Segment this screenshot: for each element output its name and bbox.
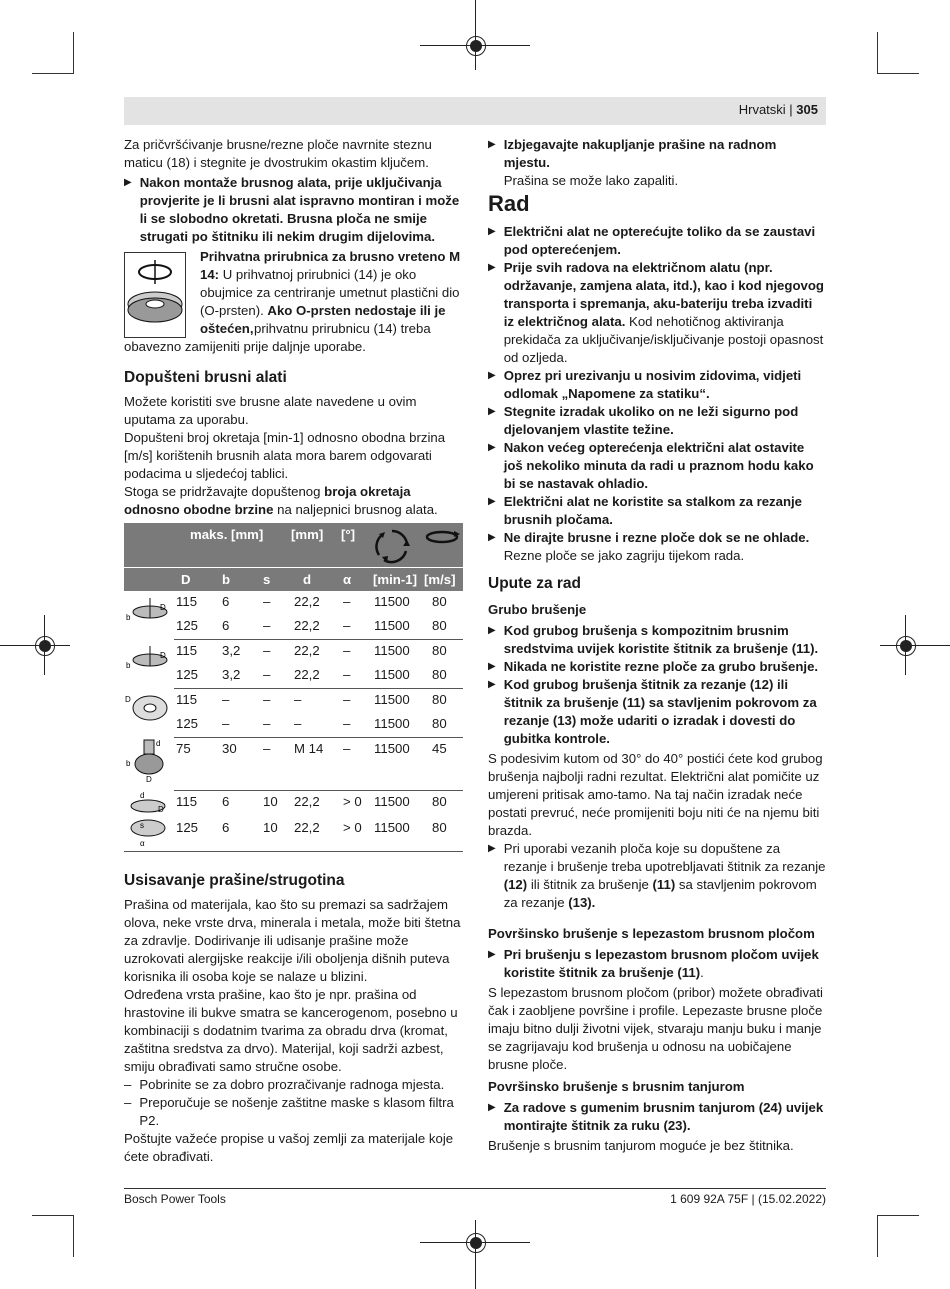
dash-mark: – [124, 1095, 132, 1110]
registration-mark-icon [896, 636, 916, 656]
crop-mark [32, 73, 74, 74]
grubo-list [488, 622, 826, 912]
subsection-title: Grubo brušenje [488, 602, 587, 617]
table-cell: 115 [176, 794, 198, 809]
warning-text: Za radove s gumenim brusnim tanjurom (24) uvijek montirajte štitnik za ruku (23). [503, 1100, 824, 1133]
table-cell: – [263, 643, 271, 658]
table-header-cell: s [263, 572, 271, 587]
section-title: Upute za rad [488, 575, 582, 592]
table-cell: 6 [222, 820, 230, 835]
table-cell: 80 [432, 667, 447, 682]
rad-list [488, 223, 826, 565]
paragraph: S podesivim kutom od 30° do 40° postići ćete kod grubog brušenja najbolji radni rezultat. Električni alat pomičite uz umjereni pritisak amo-tamo. Na taj način izradak neće postati prevruć, neće promijeniti boju niti će na njemu biti brazda. [488, 751, 823, 838]
bullet-triangle-icon: ▶ [488, 442, 496, 453]
text-bold: broja okretaja odnosno obodne brzine [124, 484, 411, 517]
rotation-speed-icon [372, 527, 412, 565]
svg-text:D: D [146, 775, 152, 784]
flap-disc-icon [124, 690, 170, 724]
table-cell: 115 [176, 643, 198, 658]
crop-mark [73, 1215, 74, 1257]
crop-mark [877, 1215, 878, 1257]
page-number: 305 [796, 102, 818, 117]
section-body [124, 393, 464, 519]
warning-item [488, 658, 826, 676]
text: na naljepnici brusnog alata. [277, 502, 438, 517]
svg-text:d: d [140, 791, 145, 800]
warning-item [488, 676, 826, 748]
paragraph: Možete koristiti sve brusne alate navedene u ovim uputama za uporabu. [124, 394, 417, 427]
table-cell: – [343, 741, 351, 756]
abrasive-tool-table [124, 523, 463, 852]
table-cell: – [294, 692, 302, 707]
table-cell: – [263, 594, 271, 609]
svg-text:D: D [158, 805, 164, 814]
flange-text-end: prihvatnu prirubnicu (14) treba obavezno zamijeniti prije daljnje uporabe. [124, 321, 431, 354]
warning-item [488, 622, 826, 658]
registration-line [475, 1220, 476, 1289]
table-cell: 22,2 [294, 820, 320, 835]
table-cell: 22,2 [294, 667, 320, 682]
table-cell: 115 [176, 692, 198, 707]
paragraph: Prašina od materijala, kao što su premazi sa sadržajem olova, neke vrste drva, minerala i metala, može biti štetna za zdravlje. Dodirivanje ili udisanje prašine može uzrokovati alergijske reakcije i/ili oboljenja dišnih puteva korisnika ili osoba koje se nalaze u blizini. [124, 897, 461, 984]
table-header-cell: [mm] [291, 527, 324, 542]
table-cell: > 0 [343, 794, 362, 809]
warning-item [488, 223, 826, 259]
dash-item [124, 1076, 464, 1094]
peripheral-speed-icon [424, 529, 460, 545]
svg-text:b: b [126, 759, 131, 768]
table-cell: 11500 [374, 741, 410, 756]
table-cell: 3,2 [222, 643, 241, 658]
paragraph: Brušenje s brusnim tanjurom moguće je bez štitnika. [488, 1138, 794, 1153]
registration-mark-icon [466, 1233, 486, 1253]
section-body [124, 896, 464, 1166]
warning-item [488, 529, 826, 565]
crop-mark [73, 32, 74, 74]
header-language: Hrvatski [738, 102, 786, 117]
table-cell: – [294, 716, 302, 731]
flange-warning: Ako O-prsten nedostaje ili je oštećen, [200, 303, 446, 336]
table-cell: 80 [432, 618, 447, 633]
table-row [124, 738, 463, 790]
flange-title: Prihvatna prirubnica za brusno vreteno M 14: [200, 249, 461, 282]
table-cell: – [343, 618, 351, 633]
section-title: Rad [488, 191, 530, 216]
table-bottom-rule [124, 851, 463, 852]
tanjur-block [488, 1099, 826, 1155]
warning-text: Električni alat ne koristite sa stalkom za rezanje brusnih pločama. [503, 494, 803, 527]
table-cell: 22,2 [294, 643, 320, 658]
text: Pri uporabi vezanih ploča koje su dopuštene za rezanje i brušenje treba upotrebljavati štitnik za rezanje [503, 841, 826, 874]
warning-detail: Prašina se može lako zapaliti. [503, 173, 679, 188]
bullet-triangle-icon: ▶ [488, 843, 496, 854]
table-cell: M 14 [294, 741, 324, 756]
table-header-row [124, 523, 463, 567]
table-cell: 11500 [374, 667, 410, 682]
crop-mark [877, 73, 919, 74]
warning-item [488, 493, 826, 529]
footer-doc-id: 1 609 92A 75F | (15.02.2022) [670, 1192, 826, 1206]
bullet-triangle-icon: ▶ [488, 625, 496, 636]
table-cell: – [343, 667, 351, 682]
bullet-triangle-icon: ▶ [124, 177, 132, 188]
section-title: Dopušteni brusni alati [124, 369, 287, 386]
svg-text:D: D [125, 695, 131, 704]
table-cell: 80 [432, 692, 447, 707]
table-row [124, 664, 463, 688]
table-cell: – [343, 692, 351, 707]
warning-item [488, 259, 826, 367]
table-cell: – [222, 692, 230, 707]
warning-text: Kod grubog brušenja štitnik za rezanje (12) ili štitnik za brušenje (11) sa stavljenim pokrovom za rezanje (13) može udariti o izradak i dovesti do gubitka kontrole. [503, 677, 817, 746]
warning-item: ▶ Pri brušenju s lepezastom brusnom pločom uvijek koristite štitnik za brušenje (11). [488, 947, 819, 980]
warning-item [124, 174, 464, 246]
table-cell: 80 [432, 794, 447, 809]
warning-text: Stegnite izradak ukoliko on ne leži sigurno pod djelovanjem vlastite težine. [503, 404, 799, 437]
table-cell: – [343, 716, 351, 731]
table-cell: – [263, 741, 271, 756]
table-row [124, 640, 463, 664]
table-header-cell: [°] [341, 527, 356, 542]
subsection-title: Površinsko brušenje s lepezastom brusnom pločom [488, 926, 815, 941]
text: sa stavljenim pokrovom za rezanje [503, 877, 817, 910]
table-cell: – [263, 716, 271, 731]
table-cell: 22,2 [294, 794, 320, 809]
table-cell: 6 [222, 618, 230, 633]
paragraph: Poštujte važeće propise u vašoj zemlji za materijale koje ćete obrađivati. [124, 1131, 454, 1164]
table-row [124, 615, 463, 639]
table-header-cell: d [303, 572, 312, 587]
table-row [124, 689, 463, 713]
registration-line [475, 0, 476, 70]
crop-mark [877, 32, 878, 74]
text-bold: (12) [503, 877, 528, 892]
warning-item [488, 367, 826, 403]
grinding-disc-icon [124, 594, 170, 626]
warning-text: Pri brušenju s lepezastom brusnom pločom uvijek koristite štitnik za brušenje (11) [503, 947, 819, 980]
footer-brand: Bosch Power Tools [124, 1192, 226, 1206]
cutting-disc-icon [124, 642, 170, 674]
table-cell: 125 [176, 820, 199, 835]
table-cell: – [222, 716, 230, 731]
table-header-cell: [min-1] [373, 572, 417, 587]
table-cell: 10 [263, 794, 278, 809]
dash-item [124, 1094, 464, 1130]
diamond-cutting-disc-icon [124, 790, 170, 848]
table-cell: 75 [176, 741, 191, 756]
header-text: Hrvatski | 305 [738, 102, 818, 117]
bullet-triangle-icon: ▶ [488, 262, 496, 273]
text: ili štitnik za brušenje [530, 877, 649, 892]
warning-text: Nikada ne koristite rezne ploče za grubo brušenje. [503, 659, 819, 674]
warning-text: Nakon montaže brusnog alata, prije uključivanja provjerite je li brusni alat ispravno montiran i može li se slobodno okretati. Brusna ploča ne smije strugati po štitniku ili nekim drugim dijelovima. [139, 175, 460, 244]
warning-text: Izbjegavajte nakupljanje prašine na radnom mjestu. [503, 137, 777, 170]
table-row [124, 817, 463, 843]
warning-detail: Kod nehotičnog aktiviranja prekidača za uključivanje/isključivanje postoji opasnost od ozljeda. [503, 314, 824, 365]
svg-text:b: b [126, 661, 131, 670]
table-cell: 80 [432, 643, 447, 658]
table-cell: 3,2 [222, 667, 241, 682]
bullet-triangle-icon: ▶ [488, 949, 496, 960]
bullet-triangle-icon: ▶ [488, 532, 496, 543]
table-cell: 22,2 [294, 618, 320, 633]
svg-text:d: d [156, 739, 161, 748]
table-body [124, 591, 463, 852]
subsection-title: Površinsko brušenje s brusnim tanjurom [488, 1079, 745, 1094]
table-cell: – [343, 594, 351, 609]
table-cell: 10 [263, 820, 278, 835]
svg-text:D: D [160, 651, 166, 660]
left-column [124, 136, 464, 246]
table-cell: – [343, 643, 351, 658]
bullet-triangle-icon: ▶ [488, 139, 496, 150]
table-cell: 6 [222, 794, 230, 809]
table-row [124, 791, 463, 817]
table-header-cell: b [222, 572, 231, 587]
text: Stoga se pridržavajte dopuštenog [124, 484, 321, 499]
dash-mark: – [124, 1077, 132, 1092]
page-header [124, 97, 826, 125]
svg-text:b: b [126, 613, 131, 622]
text-bold: (11) [652, 877, 676, 892]
warning-item [488, 1099, 826, 1135]
table-cell: 125 [176, 667, 199, 682]
right-column [488, 136, 826, 190]
table-cell: 11500 [374, 618, 410, 633]
warning-text: Kod grubog brušenja s kompozitnim brusnim sredstvima uvijek koristite štitnik za brušenje (11). [503, 623, 819, 656]
warning-item [488, 439, 826, 493]
bullet-triangle-icon: ▶ [488, 370, 496, 381]
warning-item [488, 840, 826, 912]
warning-detail: Rezne ploče se jako zagriju tijekom rada. [503, 548, 745, 563]
table-cell: 115 [176, 594, 198, 609]
crop-mark [32, 1215, 74, 1216]
bullet-triangle-icon: ▶ [488, 406, 496, 417]
warning-text: Ne dirajte brusne i rezne ploče dok se ne ohlade. [503, 530, 810, 545]
bullet-triangle-icon: ▶ [488, 679, 496, 690]
warning-text: Oprez pri urezivanju u nosivim zidovima, vidjeti odlomak „Napomene za statiku“. [503, 368, 802, 401]
warning-item [488, 403, 826, 439]
table-cell: 6 [222, 594, 230, 609]
table-cell: 11500 [374, 643, 410, 658]
table-cell: 30 [222, 741, 237, 756]
warning-text: Nakon većeg opterećenja električni alat ostavite još nekoliko minuta da radi u praznom hodu kako bi se nastavak ohladio. [503, 440, 814, 491]
table-cell: – [263, 667, 271, 682]
table-cell: 125 [176, 618, 199, 633]
paragraph [124, 483, 464, 519]
table-cell: > 0 [343, 820, 362, 835]
table-cell: 45 [432, 741, 447, 756]
table-cell: 80 [432, 820, 447, 835]
registration-mark-icon [466, 36, 486, 56]
table-header-cell: α [343, 572, 352, 587]
table-cell: 11500 [374, 594, 410, 609]
dash-text: Pobrinite se za dobro prozračivanje radnoga mjesta. [139, 1077, 445, 1092]
table-header-cell: [m/s] [424, 572, 456, 587]
text-bold: (13). [568, 895, 596, 910]
bullet-triangle-icon: ▶ [488, 661, 496, 672]
lepeza-block [488, 946, 826, 1074]
table-cell: 11500 [374, 794, 410, 809]
table-cell: – [263, 618, 271, 633]
svg-text:s: s [140, 821, 144, 830]
table-cell: – [263, 692, 271, 707]
warning-text: Električni alat ne opterećujte toliko da se zaustavi pod opterećenjem. [503, 224, 816, 257]
table-cell: 22,2 [294, 594, 320, 609]
paragraph: S lepezastom brusnom pločom (pribor) možete obrađivati čak i zaobljene površine i profile. Lepezaste brusne ploče imaju bitno dulji životni vijek, stvaraju manju buku i manje se zagrijavaju kod brušenja u odnosu na uobičajene brusne ploče. [488, 985, 823, 1072]
table-subheader-row [124, 567, 463, 591]
dash-text: Preporučuje se nošenje zaštitne maske s klasom filtra P2. [139, 1095, 454, 1128]
svg-text:D: D [160, 603, 166, 612]
table-header-cell: maks. [mm] [190, 527, 264, 542]
table-cell: 80 [432, 716, 447, 731]
registration-mark-icon [35, 636, 55, 656]
table-header-cell: D [181, 572, 191, 587]
crop-mark [877, 1215, 919, 1216]
paragraph: Dopušteni broj okretaja [min-1] odnosno obodna brzina [m/s] korištenih brusnih alata mora barem odgovarati podacima u sljedećoj tablici. [124, 430, 446, 481]
table-cell: 11500 [374, 716, 410, 731]
section-title: Usisavanje prašine/strugotina [124, 872, 345, 889]
warning-text: Prije svih radova na električnom alatu (npr. održavanje, zamjena alata, itd.), kao i kod njegovog transporta i spremanja, aku-bateriju treba izvaditi iz električnog alata. [503, 260, 824, 329]
table-row [124, 591, 463, 615]
footer-rule [124, 1188, 826, 1189]
table-cell: 80 [432, 594, 447, 609]
table-cell: 125 [176, 716, 199, 731]
table-row [124, 713, 463, 737]
flange-paragraph-end [124, 320, 464, 356]
flange-text: U prihvatnoj prirubnici (14) je oko obujmice za centriranje umetnut plastični dio (O-prsten). [200, 267, 460, 318]
bullet-triangle-icon: ▶ [488, 496, 496, 507]
table-cell: 11500 [374, 820, 410, 835]
paragraph: Određena vrsta prašine, kao što je npr. prašina od hrastovine ili bukve smatra se kancerogenom, posebno u kombinaciji s dodatnim tvarima za obradu drva (kromat, zaštitna sredstva za drvo). Materijal, koji sadrži azbest, smiju obrađivati samo stručne osobe. [124, 987, 458, 1074]
svg-text:α: α [140, 839, 145, 848]
bullet-triangle-icon: ▶ [488, 1102, 496, 1113]
bullet-triangle-icon: ▶ [488, 226, 496, 237]
wire-cup-brush-icon [124, 738, 170, 784]
intro-paragraph: Za pričvršćivanje brusne/rezne ploče navrnite steznu maticu (18) i stegnite je dvostrukim okastim ključem. [124, 137, 432, 170]
warning-item [488, 136, 826, 190]
table-cell: 11500 [374, 692, 410, 707]
